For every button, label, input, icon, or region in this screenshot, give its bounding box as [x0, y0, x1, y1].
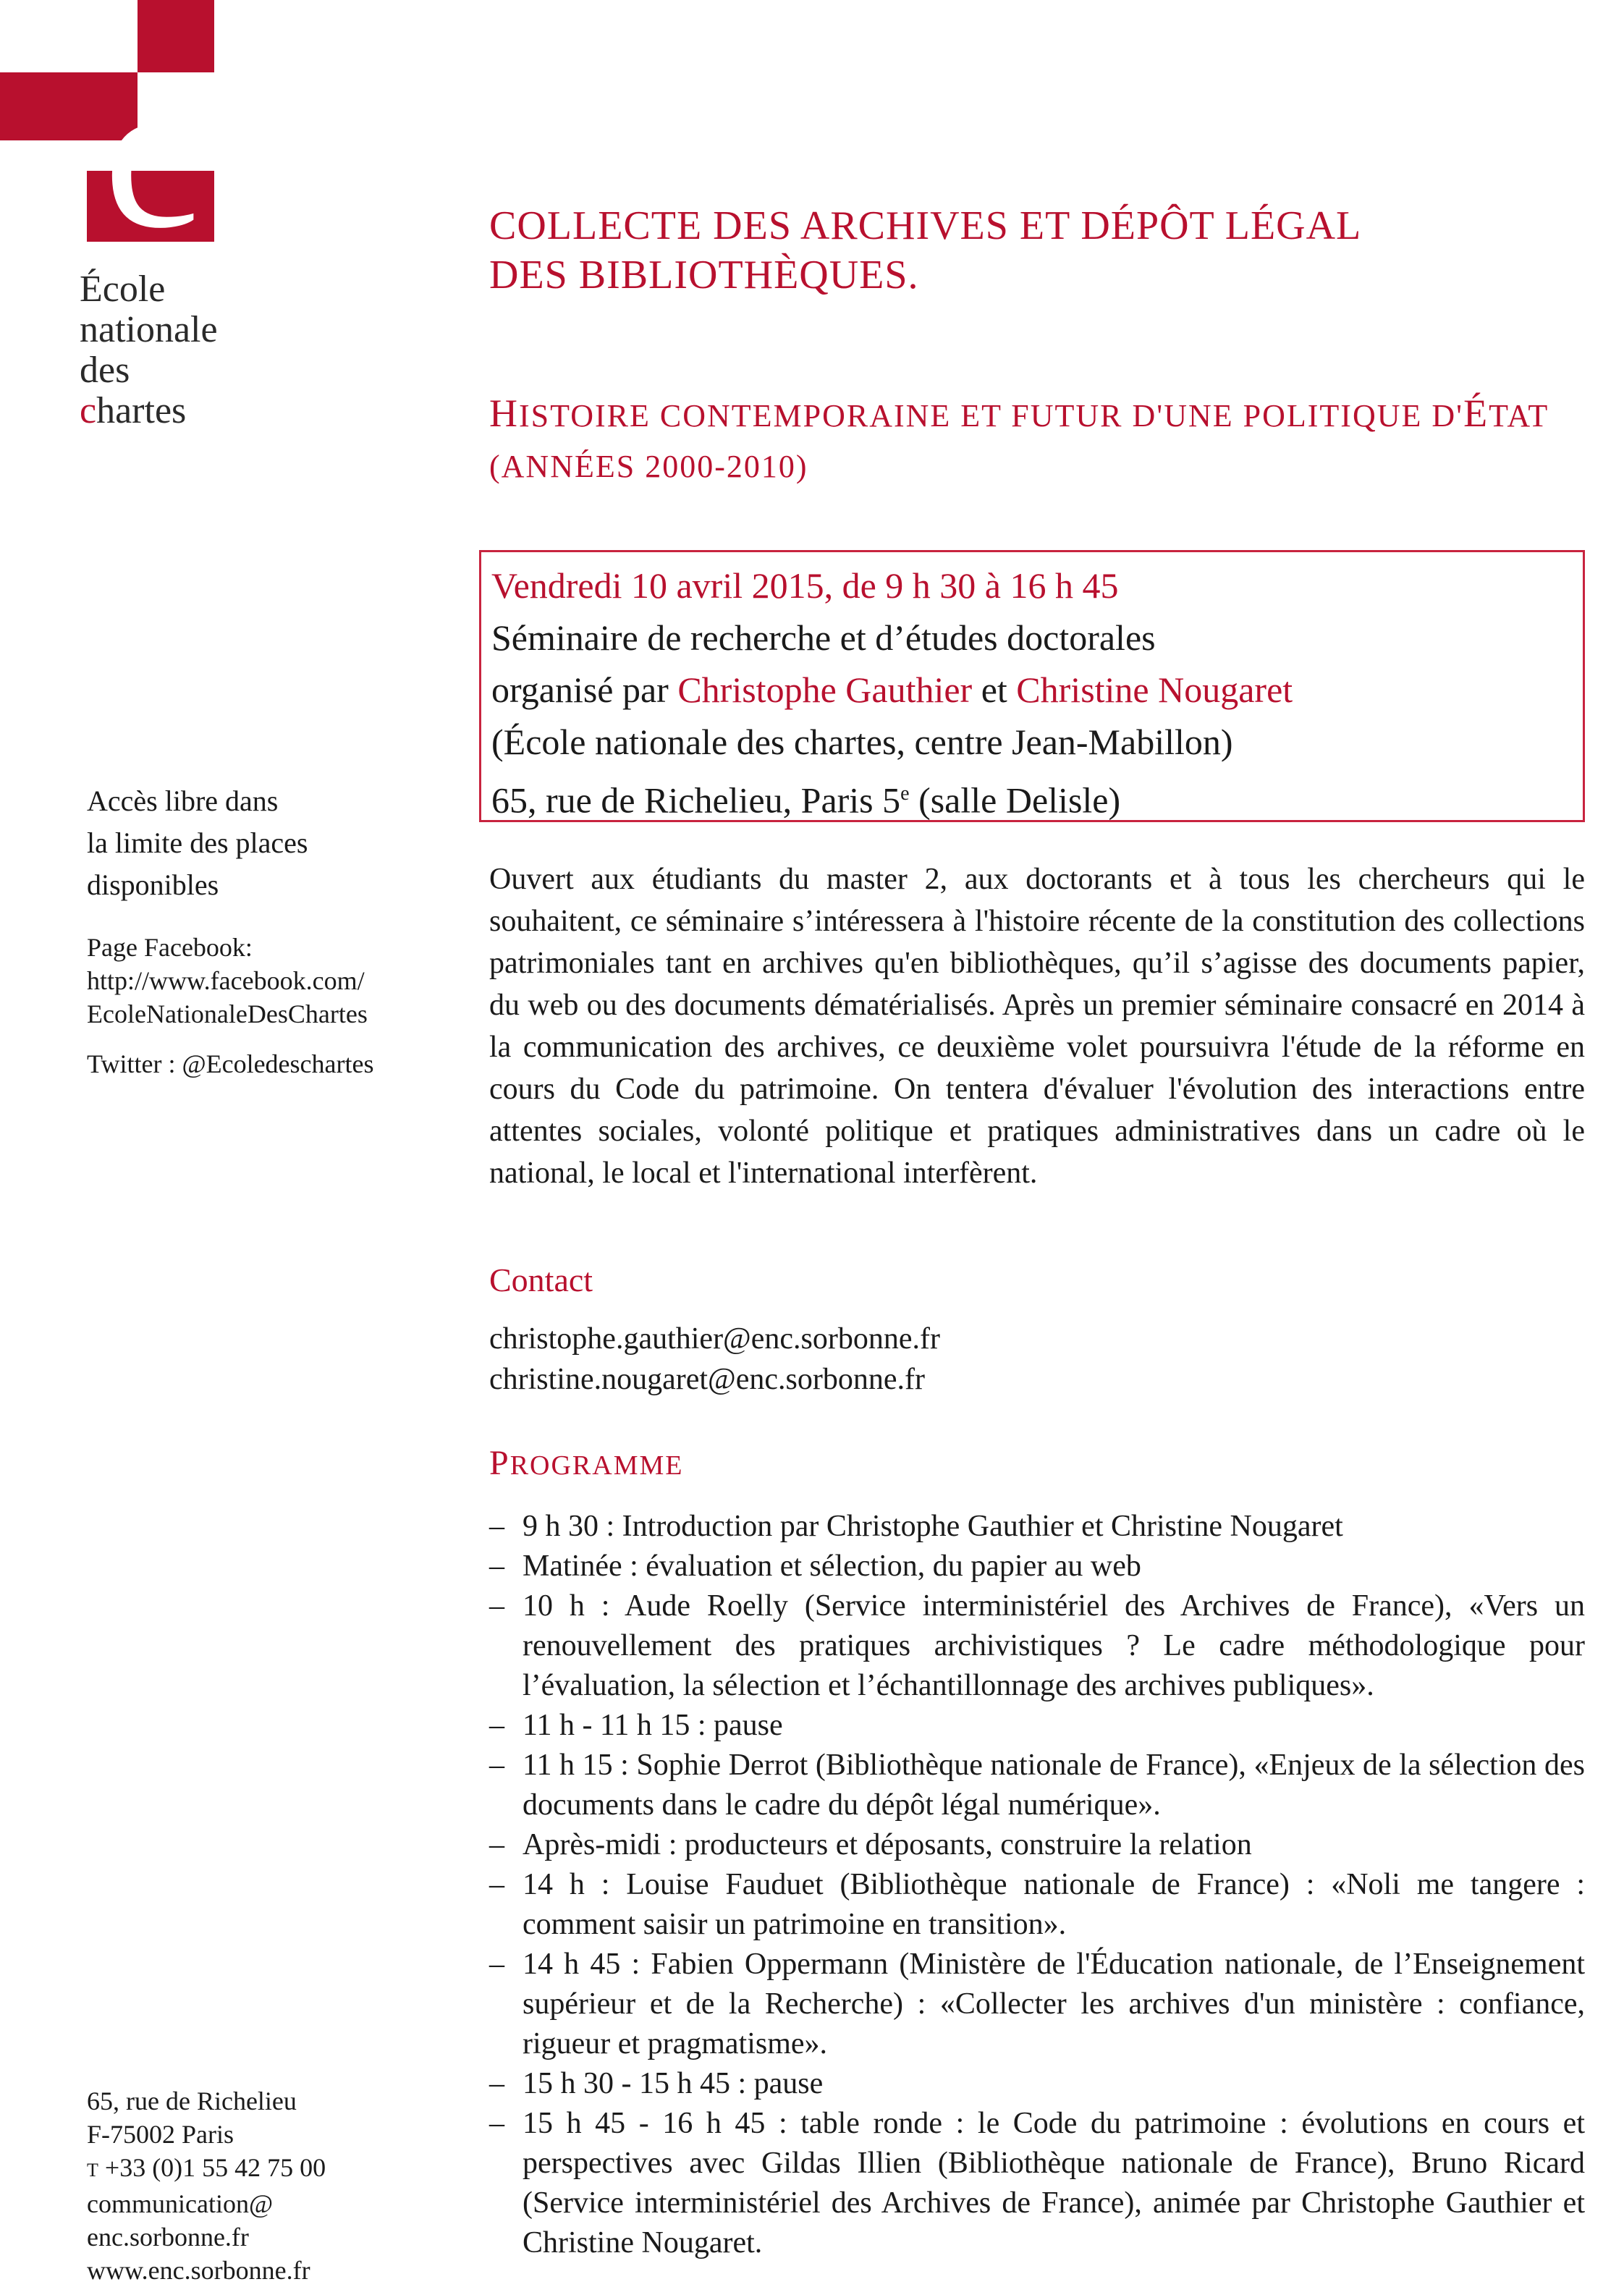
logo-mark	[0, 0, 217, 246]
logo-line: École	[80, 269, 166, 310]
event-organizers: organisé par Christophe Gauthier et Christine Nougaret	[491, 669, 1293, 710]
logo-last-word: hartes	[96, 390, 187, 431]
programme-item: – 10 h : Aude Roelly (Service interministériel des Archives de France), «Vers un renouvellement des pratiques archivistiques ? Le cadre méthodologique pour l’évaluation, la sélection et l’échantillonnage des archives publiques».	[489, 1586, 1585, 1706]
logo-initial: c	[80, 390, 97, 431]
contact-emails	[489, 1319, 940, 1400]
website-link[interactable]: www.enc.sorbonne.fr	[87, 2256, 310, 2285]
event-info-box	[479, 550, 1585, 822]
programme-item: – 14 h : Louise Fauduet (Bibliothèque nationale de France) : «Noli me tangere : comment saisir un patrimoine en transition».	[489, 1865, 1585, 1945]
programme-item: – 14 h 45 : Fabien Oppermann (Ministère de l'Éducation nationale, de l’Enseignement supérieur et de la Recherche) : «Collecter les archives d'un ministère : confiance, rigueur et pragmatisme».	[489, 1945, 1585, 2064]
event-institution: (École nationale des chartes, centre Jean-Mabillon)	[491, 722, 1233, 762]
programme-item: – 15 h 45 - 16 h 45 : table ronde : le Code du patrimoine : évolutions en cours et perspectives avec Gildas Illien (Bibliothèque nationale de France), Bruno Ricard (Service interministériel des Archives de France), animée par Christophe Gauthier et Christine Nougaret.	[489, 2104, 1585, 2263]
logo-line	[80, 391, 218, 431]
programme-item: – 11 h - 11 h 15 : pause	[489, 1706, 1585, 1746]
page-subtitle	[489, 388, 1604, 492]
organizer-name: Christine Nougaret	[1016, 669, 1293, 710]
svg-text:c: c	[103, 33, 200, 246]
title-line: COLLECTE DES ARCHIVES ET DÉPÔT LÉGAL	[489, 203, 1362, 248]
facebook-link[interactable]: http://www.facebook.com/	[87, 966, 365, 995]
phone-number: T +33 (0)1 55 42 75 00	[87, 2153, 326, 2182]
contact-heading: Contact	[489, 1261, 593, 1298]
programme-item: – 9 h 30 : Introduction par Christophe Gauthier et Christine Nougaret	[489, 1507, 1585, 1547]
seminar-description: Ouvert aux étudiants du master 2, aux doctorants et à tous les chercheurs qui le souhaitent, ce séminaire s’intéressera à l'histoire récente de la constitution des collections patrimoniales tant en archives qu'en bibliothèques, qu’il s’agisse des documents papier, du web ou des documents dématérialisés. Après un premier séminaire consacré en 2014 à la communication des archives, ce deuxième volet poursuivra l'étude de la réforme en cours du Code du patrimoine. On tentera d'évaluer l'évolution des interactions entre attentes sociales, volonté politique et pratiques administratives dans un cadre où le national, le local et l'international interfèrent.	[489, 863, 1585, 1190]
logo-line: nationale	[80, 309, 218, 350]
page-title	[489, 201, 1575, 300]
logo-line: des	[80, 350, 130, 391]
event-address: 65, rue de Richelieu, Paris 5e (salle Delisle)	[491, 779, 1121, 821]
programme-item: – 11 h 15 : Sophie Derrot (Bibliothèque nationale de France), «Enjeux de la sélection des documents dans le cadre du dépôt légal numérique».	[489, 1746, 1585, 1825]
contact-email[interactable]: christophe.gauthier@enc.sorbonne.fr	[489, 1322, 940, 1356]
logo-wordmark	[80, 269, 218, 431]
subtitle-line: (ANNÉES 2000-2010)	[489, 449, 808, 484]
facebook-label: Page Facebook:	[87, 933, 253, 962]
email-link[interactable]: communication@	[87, 2189, 274, 2218]
facebook-info	[87, 931, 368, 1031]
title-line: DES BIBLIOTHÈQUES.	[489, 253, 919, 297]
contact-email[interactable]: christine.nougaret@enc.sorbonne.fr	[489, 1363, 925, 1396]
programme-heading: PROGRAMME	[489, 1444, 684, 1482]
programme-item: – Matinée : évaluation et sélection, du papier au web	[489, 1547, 1585, 1586]
school-logo	[0, 0, 246, 449]
email-link[interactable]: enc.sorbonne.fr	[87, 2223, 249, 2252]
programme-item: – 15 h 30 - 15 h 45 : pause	[489, 2064, 1585, 2104]
postal-address: 65, rue de Richelieu F-75002 Paris T +33 (0)1 55 42 75 00 communication@ enc.sorbonne.fr www.enc.sorbonne.fr	[87, 2084, 326, 2287]
facebook-link[interactable]: EcoleNationaleDesChartes	[87, 999, 368, 1028]
twitter-handle[interactable]: Twitter : @Ecoledeschartes	[87, 1049, 374, 1078]
event-date: Vendredi 10 avril 2015, de 9 h 30 à 16 h 45	[491, 565, 1119, 606]
access-note: Accès libre dans la limite des places disponibles	[87, 785, 308, 901]
organizer-name: Christophe Gauthier	[677, 669, 973, 710]
subtitle-line: HISTOIRE CONTEMPORAINE ET FUTUR D'UNE POLITIQUE D'ÉTAT	[489, 392, 1549, 435]
programme-item: – Après-midi : producteurs et déposants, construire la relation	[489, 1825, 1585, 1865]
event-seminar: Séminaire de recherche et d’études doctorales	[491, 617, 1156, 658]
programme-list	[489, 1507, 1585, 2263]
